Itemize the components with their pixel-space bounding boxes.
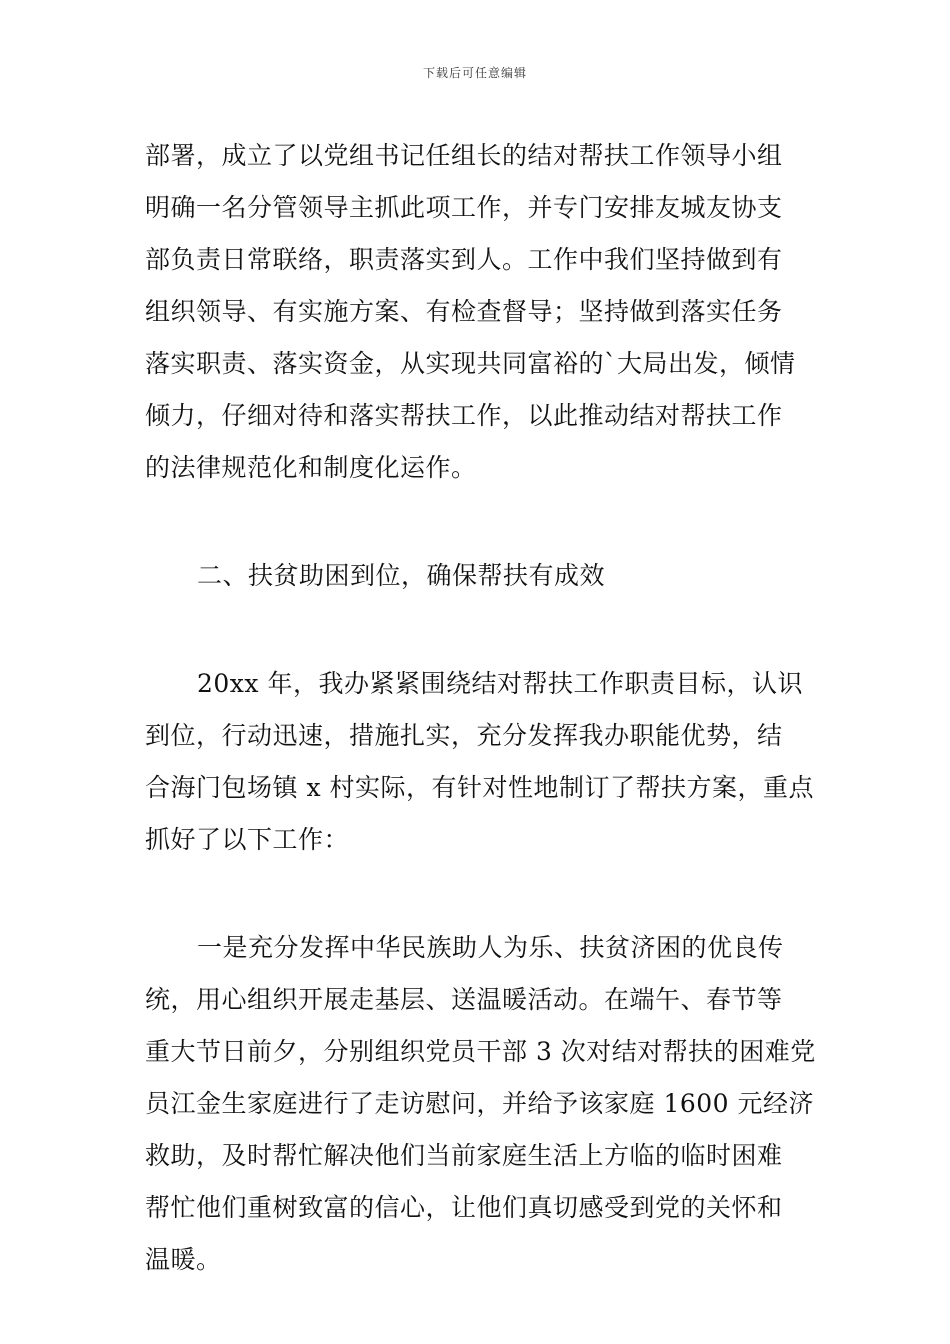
paragraph-gap (145, 602, 825, 658)
paragraph-4 (145, 922, 825, 1286)
text-line: 合海门包场镇 x 村实际，有针对性地制订了帮扶方案，重点 (145, 773, 814, 802)
text-line: 员江金生家庭进行了走访慰问，并给予该家庭 1600 元经济 (145, 1089, 815, 1118)
heading-line: 二、扶贫助困到位，确保帮扶有成效 (197, 561, 606, 590)
text-line: 部署，成立了以党组书记任组长的结对帮扶工作领导小组 (145, 141, 783, 170)
text-line: 帮忙他们重树致富的信心，让他们真切感受到党的关怀和 (145, 1193, 783, 1222)
paragraph-3 (145, 658, 825, 866)
text-line: 的法律规范化和制度化运作。 (145, 453, 477, 482)
text-line: 到位，行动迅速，措施扎实，充分发挥我办职能优势，结 (145, 721, 783, 750)
text-line: 明确一名分管领导主抓此项工作，并专门安排友城友协支 (145, 193, 783, 222)
text-line: 重大节日前夕，分别组织党员干部 3 次对结对帮扶的困难党 (145, 1037, 816, 1066)
page-header: 下载后可任意编辑 (422, 66, 527, 80)
text-line: 救助，及时帮忙解决他们当前家庭生活上方临的临时困难 (145, 1141, 783, 1170)
paragraph-gap (145, 866, 825, 922)
text-line: 统，用心组织开展走基层、送温暖活动。在端午、春节等 (145, 985, 783, 1014)
text-line: 温暖。 (145, 1245, 222, 1274)
text-line: 抓好了以下工作： (145, 825, 350, 854)
paragraph-gap (145, 494, 825, 550)
text-line: 落实职责、落实资金，从实现共同富裕的`大局出发，倾情 (145, 349, 796, 378)
text-line: 20xx 年，我办紧紧围绕结对帮扶工作职责目标，认识 (197, 669, 803, 698)
text-line: 部负责日常联络，职责落实到人。工作中我们坚持做到有 (145, 245, 783, 274)
text-line: 组织领导、有实施方案、有检查督导；坚持做到落实任务 (145, 297, 783, 326)
document-body (145, 130, 825, 1286)
text-line: 一是充分发挥中华民族助人为乐、扶贫济困的优良传 (197, 933, 784, 962)
text-line: 倾力，仔细对待和落实帮扶工作，以此推动结对帮扶工作 (145, 401, 783, 430)
paragraph-1 (145, 130, 825, 494)
section-heading (145, 550, 825, 602)
